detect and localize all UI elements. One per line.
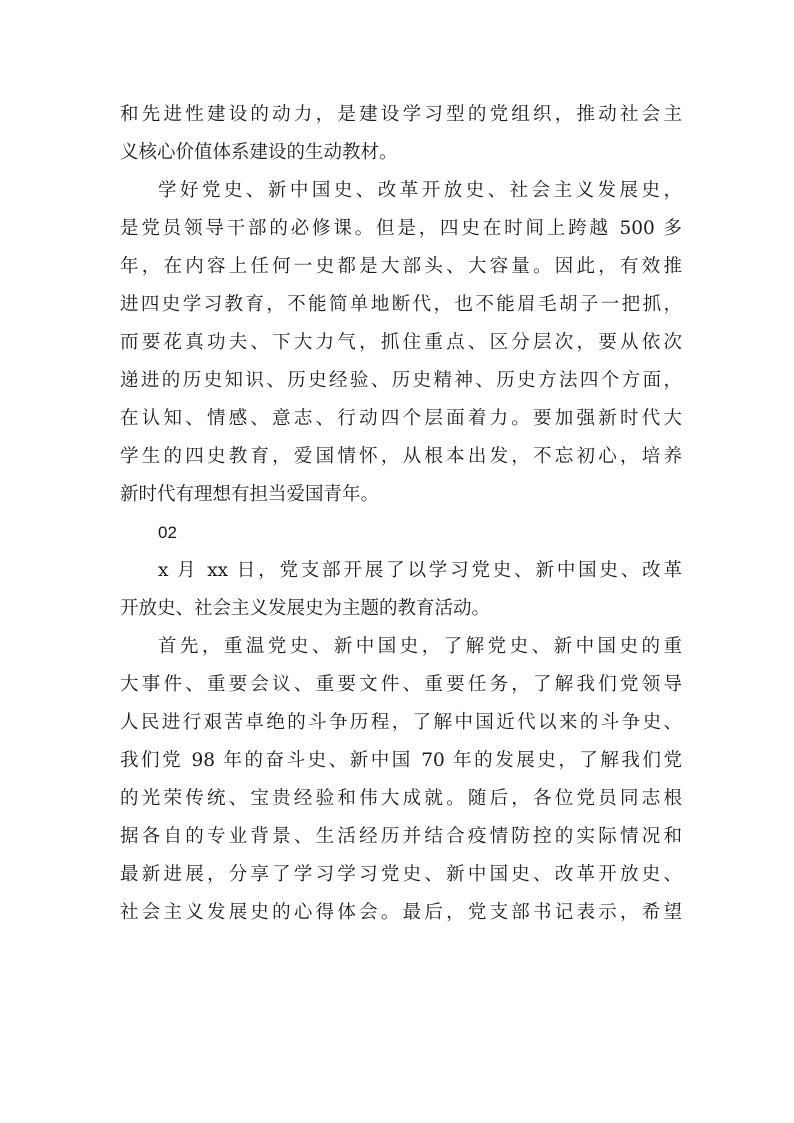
- text-line: 学生的四史教育，爱国情怀，从根本出发，不忘初心，培养: [120, 446, 682, 467]
- text-line: 而要花真功夫、下大力气，抓住重点、区分层次，要从依次: [120, 332, 682, 353]
- text-line: 我们党 98 年的奋斗史、新中国 70 年的发展史，了解我们党: [120, 750, 682, 771]
- text-line: 义核心价值体系建设的生动教材。: [120, 142, 398, 163]
- paragraph-first-line: 学好党史、新中国史、改革开放史、社会主义发展史，: [158, 180, 682, 201]
- section-number: 02: [158, 523, 177, 542]
- text-line: 开放史、社会主义发展史为主题的教育活动。: [120, 598, 491, 619]
- text-line: 据各自的专业背景、生活经历并结合疫情防控的实际情况和: [120, 826, 682, 847]
- text-line: 人民进行艰苦卓绝的斗争历程，了解中国近代以来的斗争史、: [120, 712, 682, 733]
- paragraph-first-line: 首先，重温党史、新中国史，了解党史、新中国史的重: [158, 636, 682, 657]
- text-line: 大事件、重要会议、重要文件、重要任务，了解我们党领导: [120, 674, 682, 695]
- text-line: 社会主义发展史的心得体会。最后，党支部书记表示，希望: [120, 902, 682, 923]
- paragraph-first-line: x 月 xx 日，党支部开展了以学习党史、新中国史、改革: [158, 560, 682, 581]
- text-line: 在认知、情感、意志、行动四个层面着力。要加强新时代大: [120, 408, 682, 429]
- text-line: 进四史学习教育，不能简单地断代，也不能眉毛胡子一把抓，: [120, 294, 682, 315]
- text-line: 递进的历史知识、历史经验、历史精神、历史方法四个方面，: [120, 370, 682, 391]
- text-line: 新时代有理想有担当爱国青年。: [120, 484, 380, 505]
- text-line: 和先进性建设的动力，是建设学习型的党组织，推动社会主: [120, 104, 682, 125]
- body-text: [120, 96, 682, 932]
- text-line: 年，在内容上任何一史都是大部头、大容量。因此，有效推: [120, 256, 682, 277]
- text-line: 是党员领导干部的必修课。但是，四史在时间上跨越 500 多: [120, 218, 682, 239]
- text-line: 的光荣传统、宝贵经验和伟大成就。随后，各位党员同志根: [120, 788, 682, 809]
- text-line: 最新进展，分享了学习学习党史、新中国史、改革开放史、: [120, 864, 682, 885]
